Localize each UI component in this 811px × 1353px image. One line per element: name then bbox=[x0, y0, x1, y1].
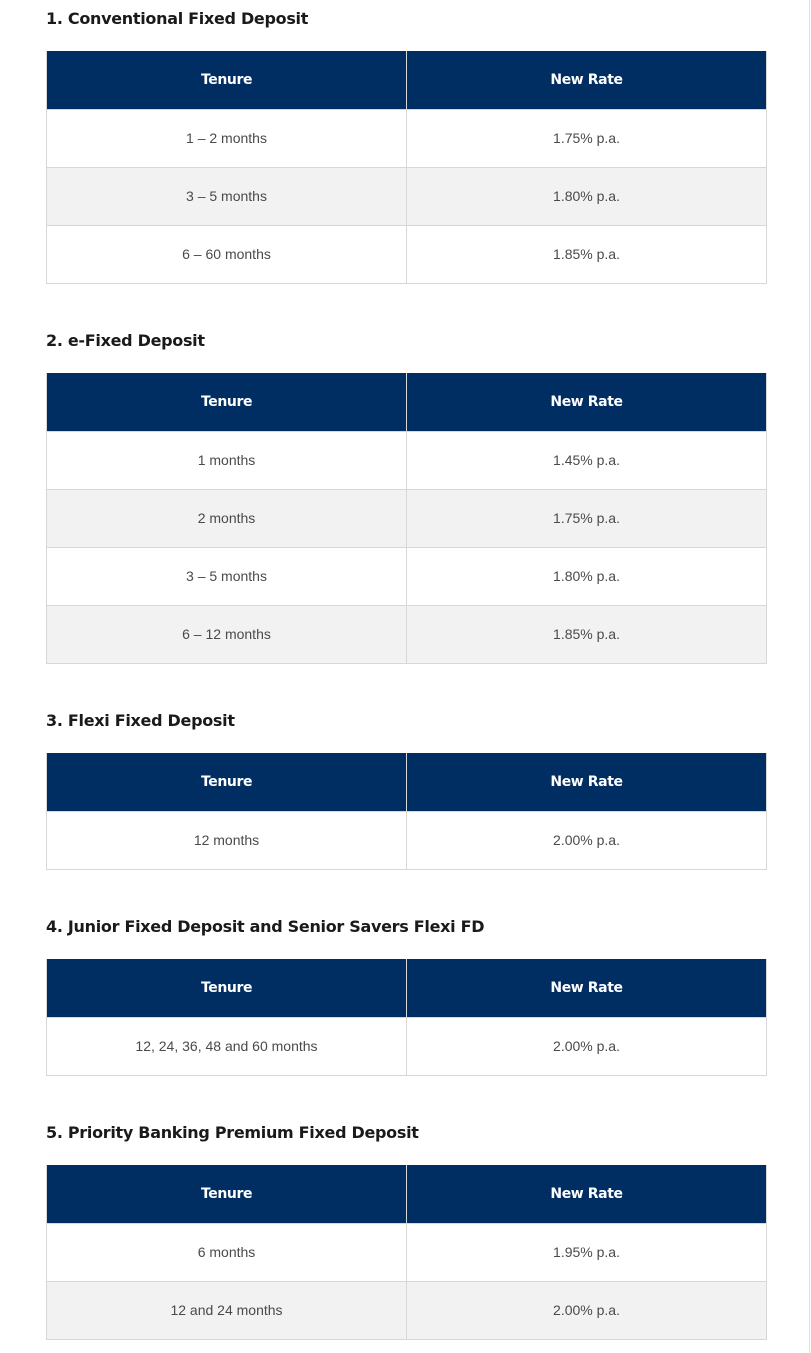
section-title: 1. Conventional Fixed Deposit bbox=[46, 9, 309, 28]
table-row bbox=[47, 489, 767, 547]
tenure-cell: 6 months bbox=[47, 1223, 407, 1281]
rate-table bbox=[46, 1165, 767, 1340]
tenure-cell: 3 – 5 months bbox=[47, 547, 407, 605]
rate-cell: 1.80% p.a. bbox=[407, 167, 767, 225]
table-row bbox=[47, 547, 767, 605]
table-header-row bbox=[47, 1165, 767, 1223]
rate-cell: 1.75% p.a. bbox=[407, 489, 767, 547]
tenure-cell: 1 months bbox=[47, 431, 407, 489]
tenure-column-header: Tenure bbox=[47, 1165, 407, 1223]
rate-cell: 1.45% p.a. bbox=[407, 431, 767, 489]
rate-column-header: New Rate bbox=[407, 753, 767, 811]
table-row bbox=[47, 1281, 767, 1339]
section-title: 4. Junior Fixed Deposit and Senior Savers Flexi FD bbox=[46, 917, 485, 936]
rate-column-header: New Rate bbox=[407, 1165, 767, 1223]
rate-column-header: New Rate bbox=[407, 51, 767, 109]
rate-cell: 1.75% p.a. bbox=[407, 109, 767, 167]
table-row bbox=[47, 1017, 767, 1075]
rate-cell: 2.00% p.a. bbox=[407, 1017, 767, 1075]
table-row bbox=[47, 109, 767, 167]
tenure-cell: 12, 24, 36, 48 and 60 months bbox=[47, 1017, 407, 1075]
tenure-column-header: Tenure bbox=[47, 373, 407, 431]
rate-cell: 2.00% p.a. bbox=[407, 811, 767, 869]
rate-table bbox=[46, 959, 767, 1076]
rate-column-header: New Rate bbox=[407, 959, 767, 1017]
tenure-column-header: Tenure bbox=[47, 753, 407, 811]
section-title: 5. Priority Banking Premium Fixed Deposit bbox=[46, 1123, 419, 1142]
table-row bbox=[47, 811, 767, 869]
table-row bbox=[47, 605, 767, 663]
rate-cell: 1.85% p.a. bbox=[407, 225, 767, 283]
tenure-cell: 2 months bbox=[47, 489, 407, 547]
table-header-row bbox=[47, 373, 767, 431]
rate-cell: 1.85% p.a. bbox=[407, 605, 767, 663]
tenure-cell: 12 months bbox=[47, 811, 407, 869]
tenure-cell: 1 – 2 months bbox=[47, 109, 407, 167]
table-row bbox=[47, 1223, 767, 1281]
section-title: 3. Flexi Fixed Deposit bbox=[46, 711, 235, 730]
table-header-row bbox=[47, 753, 767, 811]
table-header-row bbox=[47, 51, 767, 109]
rate-table bbox=[46, 51, 767, 284]
rate-table bbox=[46, 753, 767, 870]
tenure-column-header: Tenure bbox=[47, 959, 407, 1017]
table-row bbox=[47, 167, 767, 225]
tenure-cell: 3 – 5 months bbox=[47, 167, 407, 225]
rate-cell: 2.00% p.a. bbox=[407, 1281, 767, 1339]
rate-table bbox=[46, 373, 767, 664]
rate-cell: 1.95% p.a. bbox=[407, 1223, 767, 1281]
tenure-cell: 12 and 24 months bbox=[47, 1281, 407, 1339]
tenure-column-header: Tenure bbox=[47, 51, 407, 109]
table-header-row bbox=[47, 959, 767, 1017]
rate-column-header: New Rate bbox=[407, 373, 767, 431]
tenure-cell: 6 – 60 months bbox=[47, 225, 407, 283]
rate-cell: 1.80% p.a. bbox=[407, 547, 767, 605]
table-row bbox=[47, 225, 767, 283]
tenure-cell: 6 – 12 months bbox=[47, 605, 407, 663]
section-title: 2. e-Fixed Deposit bbox=[46, 331, 205, 350]
table-row bbox=[47, 431, 767, 489]
